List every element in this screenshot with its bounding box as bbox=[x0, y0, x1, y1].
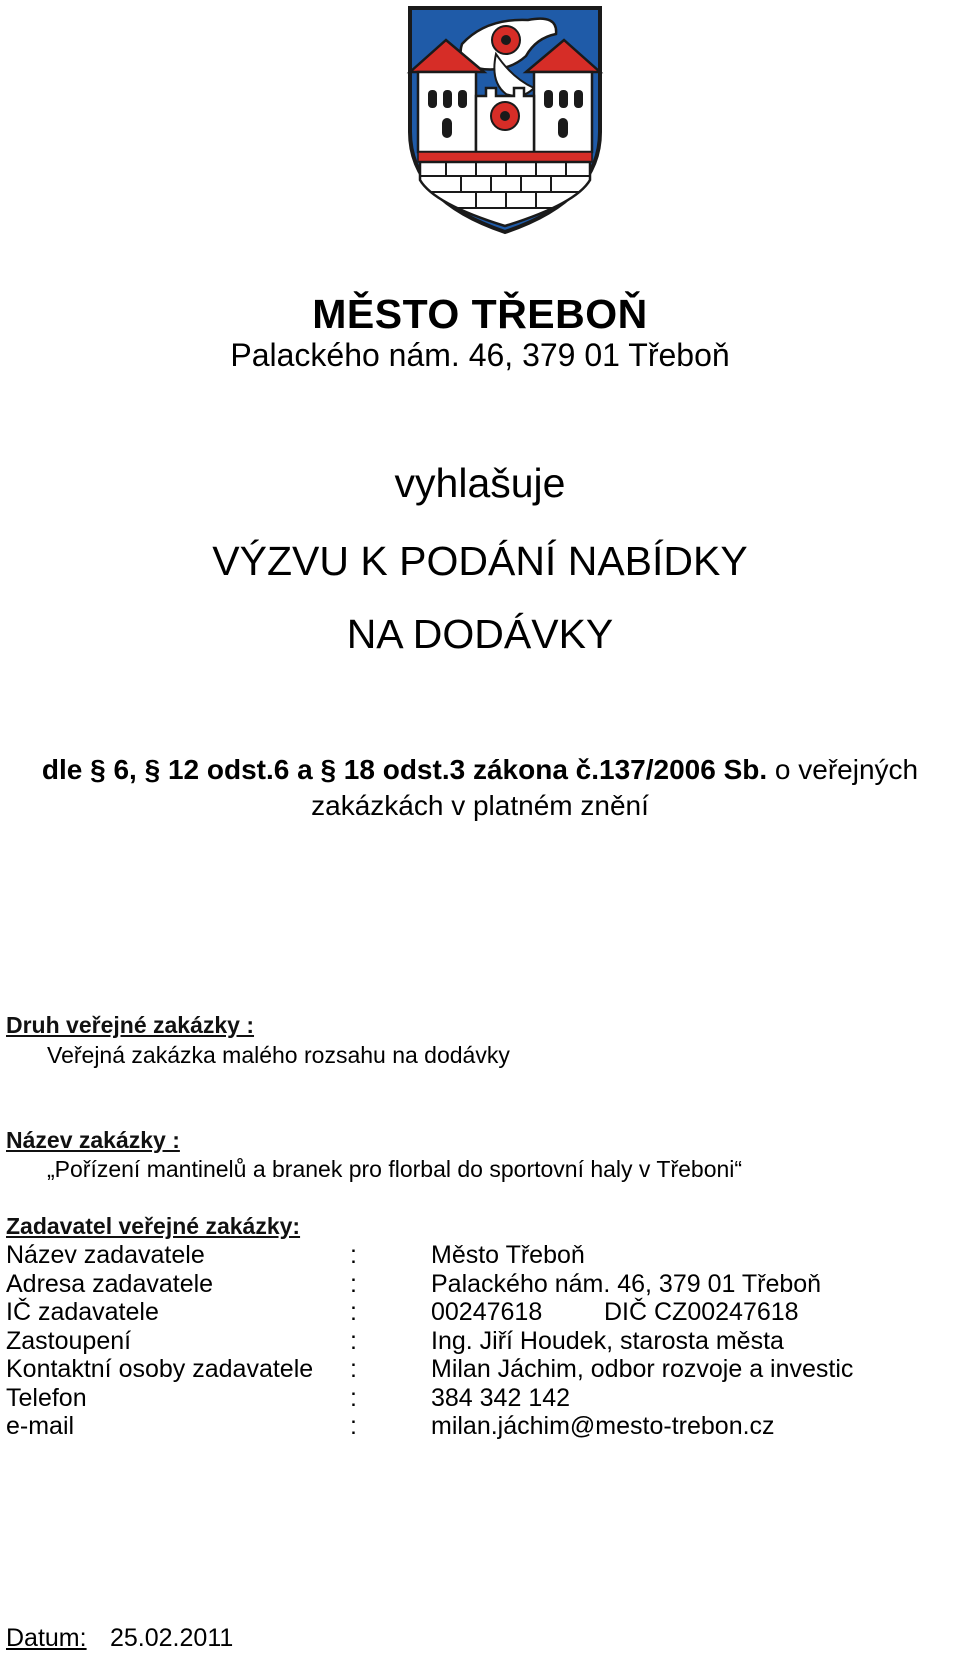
row-value: Palackého nám. 46, 379 01 Třeboň bbox=[431, 1270, 822, 1298]
legal-basis-bold: dle § 6, § 12 odst.6 a § 18 odst.3 zákona č.137/2006 Sb. bbox=[41, 754, 768, 785]
authority-row-address bbox=[6, 1270, 946, 1300]
row-separator: : bbox=[350, 1298, 357, 1326]
row-value: milan.jáchim@mesto-trebon.cz bbox=[431, 1412, 775, 1440]
legal-basis-normal: o veřejných bbox=[767, 754, 919, 785]
contract-name-heading: Název zakázky : bbox=[6, 1127, 180, 1153]
authority-row-email bbox=[6, 1412, 946, 1442]
row-separator: : bbox=[350, 1241, 357, 1269]
row-label: Název zadavatele bbox=[6, 1241, 205, 1269]
authority-row-ico bbox=[6, 1298, 946, 1328]
row-value: Ing. Jiří Houdek, starosta města bbox=[431, 1327, 784, 1355]
row-value: 00247618 bbox=[431, 1298, 543, 1326]
contract-type-value: Veřejná zakázka malého rozsahu na dodávky bbox=[47, 1042, 510, 1068]
row-label: Zastoupení bbox=[6, 1327, 132, 1355]
announcement-type: NA DODÁVKY bbox=[346, 611, 614, 657]
row-separator: : bbox=[350, 1355, 357, 1383]
date-label: Datum: bbox=[6, 1624, 87, 1652]
authority-row-contact bbox=[6, 1355, 946, 1385]
date-value: 25.02.2011 bbox=[110, 1624, 234, 1652]
legal-basis-line1 bbox=[0, 754, 960, 786]
row-label: IČ zadavatele bbox=[6, 1298, 159, 1326]
authority-row-name bbox=[6, 1241, 946, 1271]
row-value: 384 342 142 bbox=[431, 1384, 571, 1412]
legal-basis-line2: zakázkách v platném znění bbox=[311, 790, 649, 821]
row-separator: : bbox=[350, 1327, 357, 1355]
row-label: e-mail bbox=[6, 1412, 75, 1440]
row-value: Milan Jáchim, odbor rozvoje a investic bbox=[431, 1355, 854, 1383]
city-title: MĚSTO TŘEBOŇ bbox=[312, 291, 648, 337]
row-label: Telefon bbox=[6, 1384, 87, 1412]
authority-row-phone bbox=[6, 1384, 946, 1414]
city-address: Palackého nám. 46, 379 01 Třeboň bbox=[230, 337, 730, 373]
row-separator: : bbox=[350, 1270, 357, 1298]
contract-type-heading: Druh veřejné zakázky : bbox=[6, 1012, 255, 1038]
contract-name-value: „Pořízení mantinelů a branek pro florbal do sportovní haly v Třeboni“ bbox=[47, 1156, 743, 1182]
announcement-call: VÝZVU K PODÁNÍ NABÍDKY bbox=[212, 538, 748, 584]
row-value-dic: DIČ CZ00247618 bbox=[604, 1298, 799, 1326]
row-separator: : bbox=[350, 1384, 357, 1412]
row-label: Adresa zadavatele bbox=[6, 1270, 214, 1298]
authority-row-representative bbox=[6, 1327, 946, 1357]
row-value: Město Třeboň bbox=[431, 1241, 585, 1269]
contracting-authority-heading: Zadavatel veřejné zakázky: bbox=[6, 1213, 301, 1239]
coat-of-arms-icon bbox=[406, 4, 604, 236]
row-separator: : bbox=[350, 1412, 357, 1440]
announcement-verb: vyhlašuje bbox=[394, 460, 566, 506]
row-label: Kontaktní osoby zadavatele bbox=[6, 1355, 314, 1383]
